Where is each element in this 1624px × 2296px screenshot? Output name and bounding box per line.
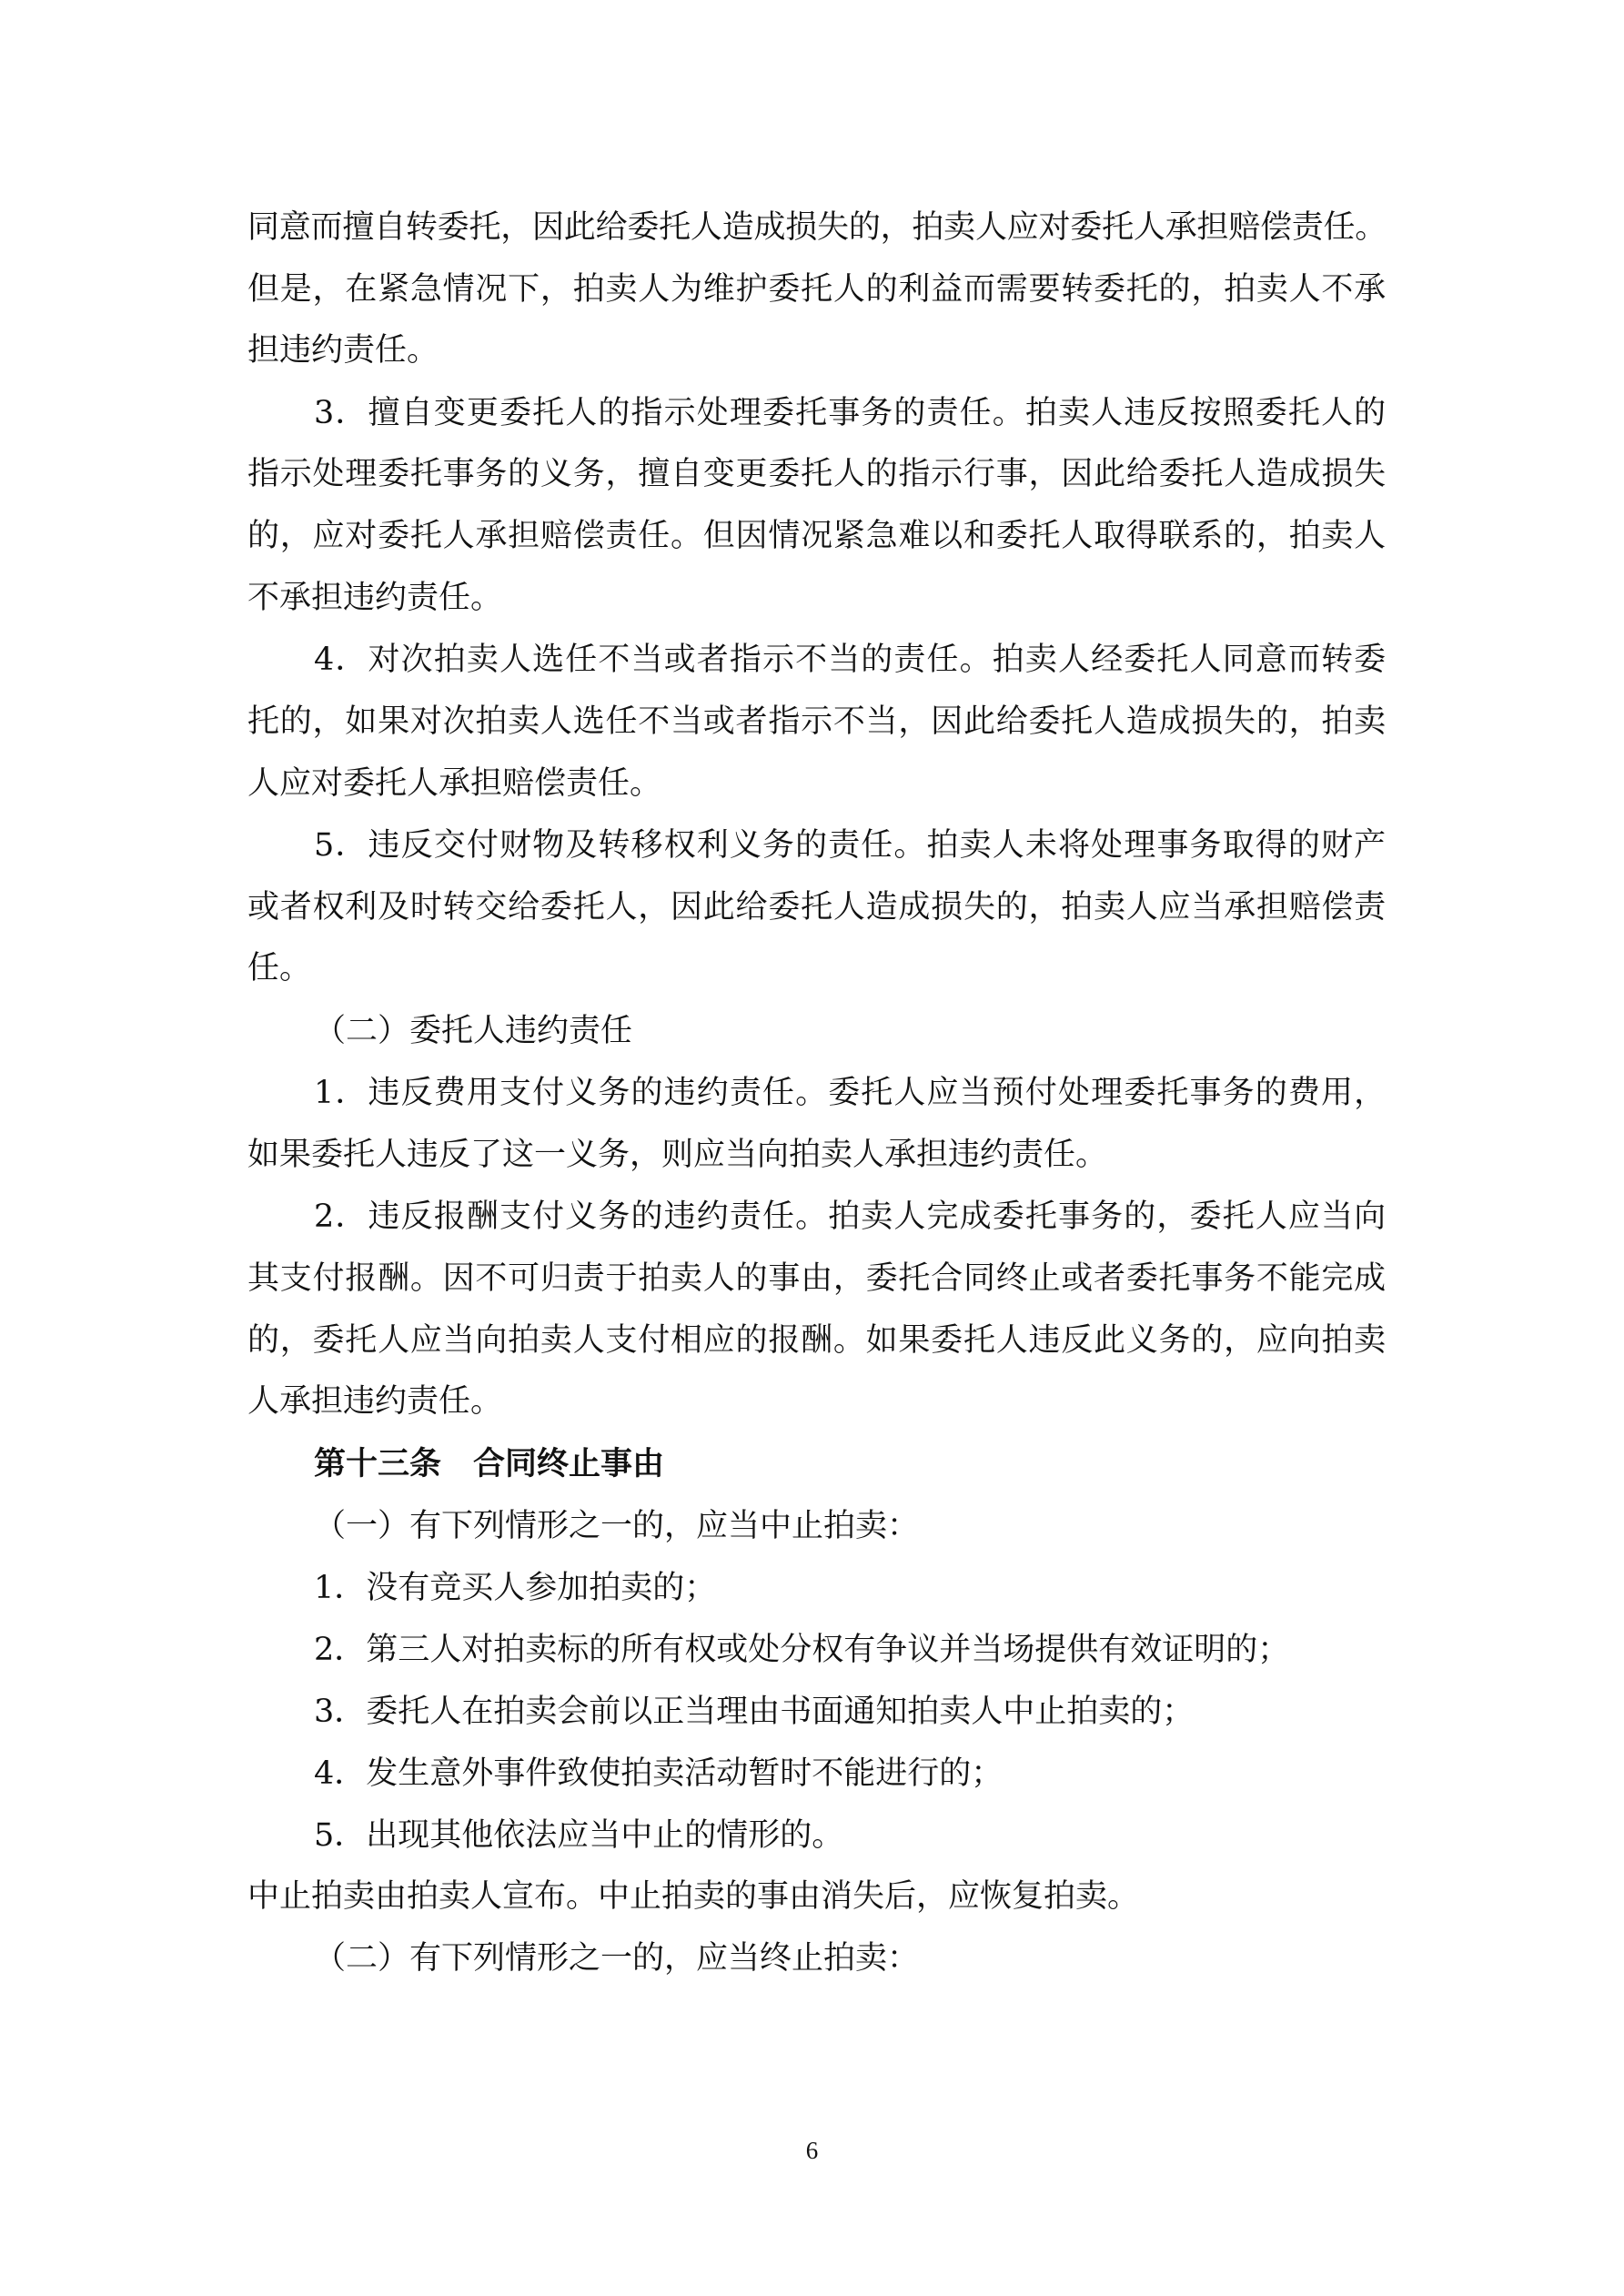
article-heading: 第十三条 合同终止事由: [314, 1445, 665, 1482]
body-text-line: 中止拍卖由拍卖人宣布。中止拍卖的事由消失后，应恢复拍卖。: [247, 1878, 1140, 1915]
list-item: 3．委托人在拍卖会前以正当理由书面通知拍卖人中止拍卖的；: [314, 1694, 1195, 1730]
body-text-line: 同意而擅自转委托，因此给委托人造成损失的，拍卖人应对委托人承担赔偿责任。: [247, 209, 1387, 246]
body-text-line: 其支付报酬。因不可归责于拍卖人的事由，委托合同终止或者委托事务不能完成: [247, 1260, 1387, 1297]
list-item-heading: 5．违反交付财物及转移权利义务的责任。拍卖人未将处理事务取得的财产: [314, 827, 1387, 864]
page-number: 6: [805, 2137, 819, 2164]
list-item: 5．出现其他依法应当中止的情形的。: [314, 1817, 844, 1854]
list-item-heading: 3．擅自变更委托人的指示处理委托事务的责任。拍卖人违反按照委托人的: [314, 395, 1387, 431]
body-text-line: 人应对委托人承担赔偿责任。: [247, 765, 662, 802]
list-item: 4．发生意外事件致使拍卖活动暂时不能进行的；: [314, 1755, 1004, 1792]
list-item-heading: 1．违反费用支付义务的违约责任。委托人应当预付处理委托事务的费用，: [314, 1075, 1387, 1111]
body-text-line: 托的，如果对次拍卖人选任不当或者指示不当，因此给委托人造成损失的，拍卖: [247, 703, 1387, 740]
section-subheading: （二）有下列情形之一的，应当终止拍卖：: [314, 1940, 920, 1977]
body-text-line: 的，委托人应当向拍卖人支付相应的报酬。如果委托人违反此义务的，应向拍卖: [247, 1322, 1387, 1359]
body-text-line: 不承担违约责任。: [247, 580, 503, 616]
body-text-line: 或者权利及时转交给委托人，因此给委托人造成损失的，拍卖人应当承担赔偿责: [247, 889, 1387, 925]
section-subheading: （二）委托人违约责任: [314, 1013, 633, 1049]
body-text-line: 指示处理委托事务的义务，擅自变更委托人的指示行事，因此给委托人造成损失: [247, 456, 1387, 492]
body-text-line: 如果委托人违反了这一义务，则应当向拍卖人承担违约责任。: [247, 1137, 1108, 1173]
body-text-line: 任。: [247, 950, 312, 986]
list-item: 1．没有竞买人参加拍卖的；: [314, 1570, 717, 1606]
body-text-line: 担违约责任。: [247, 332, 439, 369]
list-item-heading: 2．违反报酬支付义务的违约责任。拍卖人完成委托事务的，委托人应当向: [314, 1199, 1387, 1235]
list-item-heading: 4．对次拍卖人选任不当或者指示不当的责任。拍卖人经委托人同意而转委: [314, 642, 1387, 678]
list-item: 2．第三人对拍卖标的所有权或处分权有争议并当场提供有效证明的；: [314, 1632, 1290, 1668]
body-text-line: 的，应对委托人承担赔偿责任。但因情况紧急难以和委托人取得联系的，拍卖人: [247, 518, 1387, 554]
body-text-line: 人承担违约责任。: [247, 1383, 503, 1420]
body-text-line: 但是，在紧急情况下，拍卖人为维护委托人的利益而需要转委托的，拍卖人不承: [247, 271, 1387, 308]
section-subheading: （一）有下列情形之一的，应当中止拍卖：: [314, 1508, 920, 1544]
